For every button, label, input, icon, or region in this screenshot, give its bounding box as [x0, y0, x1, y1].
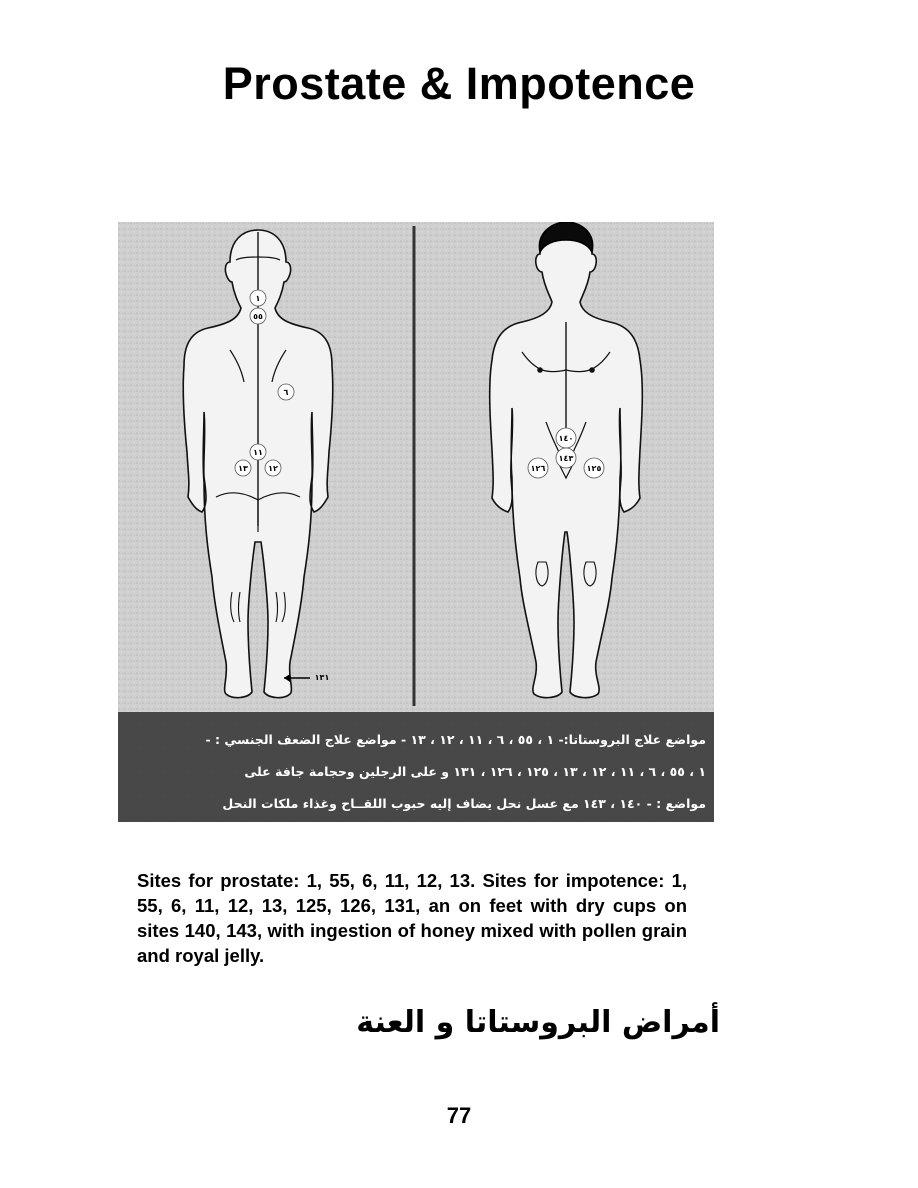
point-label: ١٢٦ — [530, 464, 546, 473]
arabic-line-2: ١ ، ٥٥ ، ٦ ، ١١ ، ١٢ ، ١٣ ، ١٢٥ ، ١٢٦ ، ١٣١ و على الرجلين وحجامة جافة على — [244, 764, 706, 779]
caption-text: Sites for prostate: 1, 55, 6, 11, 12, 13. Sites for impotence: 1, 55, 6, 11, 12, 13, 125, 126, 131, an on feet with dry cups on sites 140, 143, with ingestion of honey mixed with pollen grain and royal jelly. — [137, 870, 687, 966]
point-label: ١٤٠ — [558, 434, 574, 443]
point-label: ١٢ — [268, 464, 278, 473]
point-label: ١١ — [253, 448, 263, 457]
point-label: ١ — [255, 294, 261, 303]
point-label: ٦ — [283, 388, 289, 397]
page-title: Prostate & Impotence — [222, 58, 696, 109]
point-label: ١٢٥ — [586, 464, 602, 473]
point-label: ١٣ — [238, 464, 248, 473]
body-diagram — [118, 222, 714, 822]
foot-point-label: ١٣١ — [314, 673, 330, 682]
page-number: 77 — [446, 1103, 472, 1128]
arabic-title: أمراض البروستاتا و العنة — [356, 1005, 720, 1040]
cupping-sites-figure — [118, 222, 714, 822]
point-label: ٥٥ — [253, 312, 263, 321]
point-label: ١٤٣ — [558, 454, 574, 463]
arabic-line-1: مواضع علاج البروستاتا:- ١ ، ٥٥ ، ٦ ، ١١ ، ١٢ ، ١٣ - مواضع علاج الضعف الجنسي : - — [205, 732, 706, 747]
arabic-line-3: مواضع : - ١٤٠ ، ١٤٣ مع عسل نحل يضاف إليه حبوب اللقــاح وغذاء ملكات النحل — [222, 796, 706, 811]
